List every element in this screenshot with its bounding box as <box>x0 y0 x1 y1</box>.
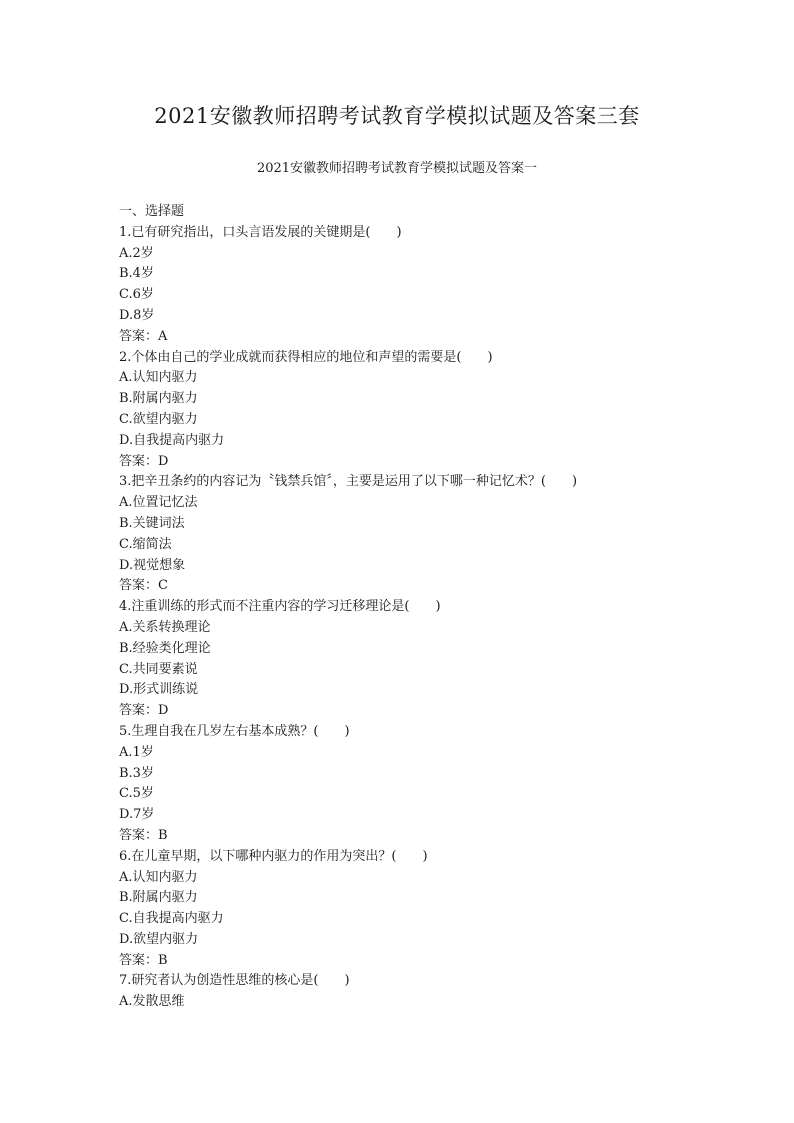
question-option: D.自我提高内驱力 <box>119 432 225 448</box>
question-option: A.位置记忆法 <box>119 495 198 511</box>
question-option: C.共同要素说 <box>119 661 198 677</box>
question-option: D.欲望内驱力 <box>119 931 199 947</box>
question-option: C.6岁 <box>119 287 154 303</box>
question-stem: 5.生理自我在几岁左右基本成熟？( ) <box>119 723 350 739</box>
question-option: B.关键词法 <box>119 515 185 531</box>
question-answer: 答案：B <box>119 827 168 843</box>
question-stem: 7.研究者认为创造性思维的核心是( ) <box>119 973 350 989</box>
question-stem: 3.把辛丑条约的内容记为〝钱禁兵馆〞，主要是运用了以下哪一种记忆术？( ) <box>119 474 578 490</box>
question-option: C.欲望内驱力 <box>119 411 198 427</box>
question-answer: 答案：D <box>119 703 169 719</box>
question-option: D.视觉想象 <box>119 557 186 573</box>
question-option: D.形式训练说 <box>119 682 199 698</box>
question-option: A.认知内驱力 <box>119 370 198 386</box>
question-option: C.5岁 <box>119 786 154 802</box>
question-option: C.缩简法 <box>119 536 172 552</box>
question-list <box>119 202 719 1013</box>
section-heading: 一、选择题 <box>119 204 185 219</box>
question-option: B.附属内驱力 <box>119 391 198 407</box>
question-option: A.认知内驱力 <box>119 869 198 885</box>
question-option: B.附属内驱力 <box>119 890 198 906</box>
question-option: A.2岁 <box>119 245 154 261</box>
question-option: D.7岁 <box>119 807 155 823</box>
document-title: 2021安徽教师招聘考试教育学模拟试题及答案三套 <box>154 104 640 128</box>
question-stem: 4.注重训练的形式而不注重内容的学习迁移理论是( ) <box>119 599 441 615</box>
question-option: D.8岁 <box>119 307 155 323</box>
document-subtitle: 2021安徽教师招聘考试教育学模拟试题及答案一 <box>256 161 538 176</box>
question-stem: 1.已有研究指出，口头言语发展的关键期是( ) <box>119 224 402 240</box>
question-answer: 答案：D <box>119 453 169 469</box>
question-option: B.4岁 <box>119 266 154 282</box>
question-option: A.关系转换理论 <box>119 619 211 635</box>
question-option: A.发散思维 <box>119 994 185 1010</box>
question-answer: 答案：A <box>119 328 168 344</box>
question-answer: 答案：C <box>119 578 168 594</box>
question-stem: 6.在儿童早期，以下哪种内驱力的作用为突出？( ) <box>119 848 428 864</box>
question-option: B.3岁 <box>119 765 154 781</box>
question-stem: 2.个体由自己的学业成就而获得相应的地位和声望的需要是( ) <box>119 349 493 365</box>
question-answer: 答案：B <box>119 952 168 968</box>
question-option: C.自我提高内驱力 <box>119 911 224 927</box>
question-option: A.1岁 <box>119 744 154 760</box>
question-option: B.经验类化理论 <box>119 640 211 656</box>
